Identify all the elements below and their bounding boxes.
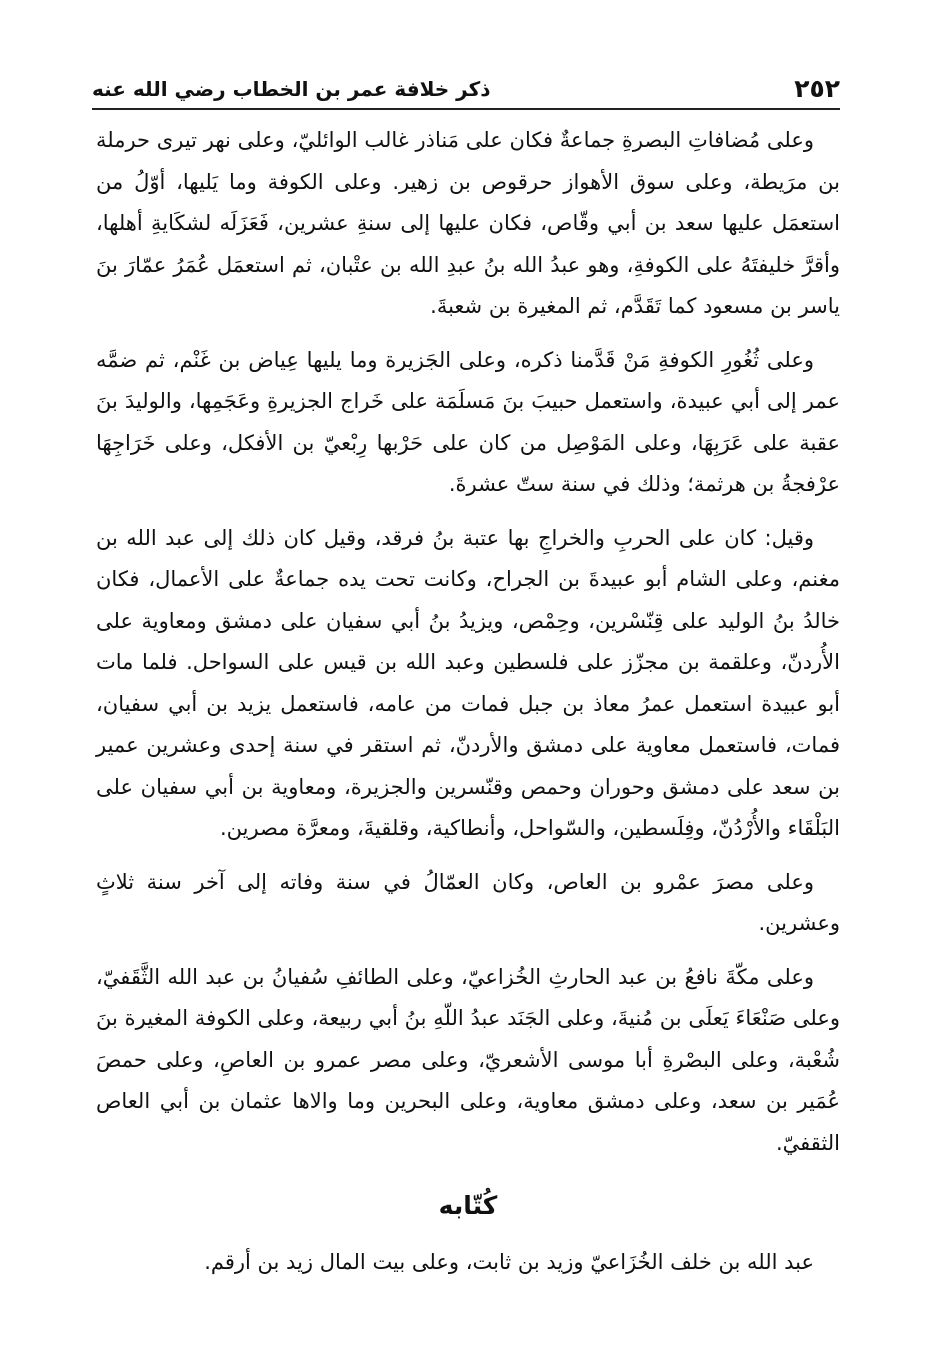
- main-text: [96, 120, 840, 1296]
- page-number: ٢٥٢: [794, 74, 840, 103]
- header-rule: [92, 108, 840, 110]
- section-paragraph: عبد الله بن خلف الخُزَاعيّ وزيد بن ثابت، وعلى بيت المال زيد بن أرقم.: [204, 1250, 814, 1274]
- running-header: [92, 64, 840, 104]
- paragraph: وعلى مصرَ عمْرو بن العاص، وكان العمّالُ في سنة وفاته إلى آخر سنة ثلاثٍ وعشرين.: [96, 869, 840, 935]
- running-title: ذكر خلافة عمر بن الخطاب رضي الله عنه: [92, 77, 491, 101]
- paragraph: وعلى مكّةَ نافعُ بن عبد الحارثِ الخُزاعيّ، وعلى الطائفِ سُفيانُ بن عبد الله الثَّقَفيّ، وعلى صَنْعَاءَ يَعلَى بن مُنيةَ، وعلى الجَنَد عبدُ اللّهِ بنُ أبي ربيعة، وعلى الكوفة المغيرة بنَ شُعْبة، وعلى البصْرةِ أبا موسى الأشعريّ، وعلى مصر عمرو بن العاصِ، وعلى حمصَ عُمَير بن سعد، وعلى دمشق معاوية، وعلى البحرين وما والاها عثمان بن أبي العاص الثقفيّ.: [96, 964, 840, 1155]
- paragraph: وقيل: كان على الحربِ والخراجِ بها عتبة بنُ فرقد، وقيل كان ذلك إلى عبد الله بن مغنم، وعلى الشام أبو عبيدةَ بن الجراح، وكانت تحت يده جماعةٌ على الأعمال، فكان خالدُ بنُ الوليد على قِنّسْرين، وحِمْص، ويزيدُ بنُ أبي سفيان على دمشق ومعاوية على الأُردنّ، وعلقمة بن مجزّز على فلسطين وعبد الله بن قيس على السواحل. فلما مات أبو عبيدة استعمل عمرُ معاذ بن جبل فمات من عامه، فاستعمل يزيد بن أبي سفيان، فمات، فاستعمل معاوية على دمشق والأردنّ، ثم استقر في سنة إحدى وعشرين عمير بن سعد على دمشق وحوران وحمص وقنّسرين والجزيرة، ومعاوية بن أبي سفيان على البَلْقَاء والأُرْدُنّ، وفِلَسطين، والسّواحل، وأنطاكية، وقلقيةَ، ومعرَّة مصرين.: [96, 525, 840, 840]
- paragraph: وعلى مُضافاتِ البصرةِ جماعةٌ فكان على مَناذر غالب الوائليّ، وعلى نهر تيرى حرملة بن مرَيطة، وعلى سوق الأهواز حرقوص بن زهير. وعلى الكوفة وما يَليها، أوّلُ من استعمَل عليها سعد بن أبي وقّاص، فكان عليها إلى سنةِ عشرين، فَعَزَلَه لشكَايةِ أهلها، وأقرَّ خليفتَهُ على الكوفةِ، وهو عبدُ الله بنُ عبدِ الله بن عتْبان، ثم استعمَل عُمَرُ عمّارَ بنَ ياسر بن مسعود كما تَقَدَّم، ثم المغيرة بن شعبةَ.: [96, 128, 840, 318]
- section-heading: كُتّابه: [438, 1191, 498, 1220]
- paragraph: وعلى ثُغُورِ الكوفةِ مَنْ قَدَّمنا ذكره، وعلى الجَزيرة وما يليها عِياض بن غَنْم، ثم ضمَّه عمر إلى أبي عبيدة، واستعمل حبيبَ بنَ مَسلَمَة على خَراج الجزيرةِ وعَجَمِها، والوليدَ بنَ عقبة على عَرَبِهَا، وعلى المَوْصِل من كان على حَرْبها رِبْعيّ بن الأفكل، وعلى خَرَاجِهَا عرْفجةُ بن هرثمة؛ وذلك في سنة ستّ عشرةَ.: [96, 347, 840, 496]
